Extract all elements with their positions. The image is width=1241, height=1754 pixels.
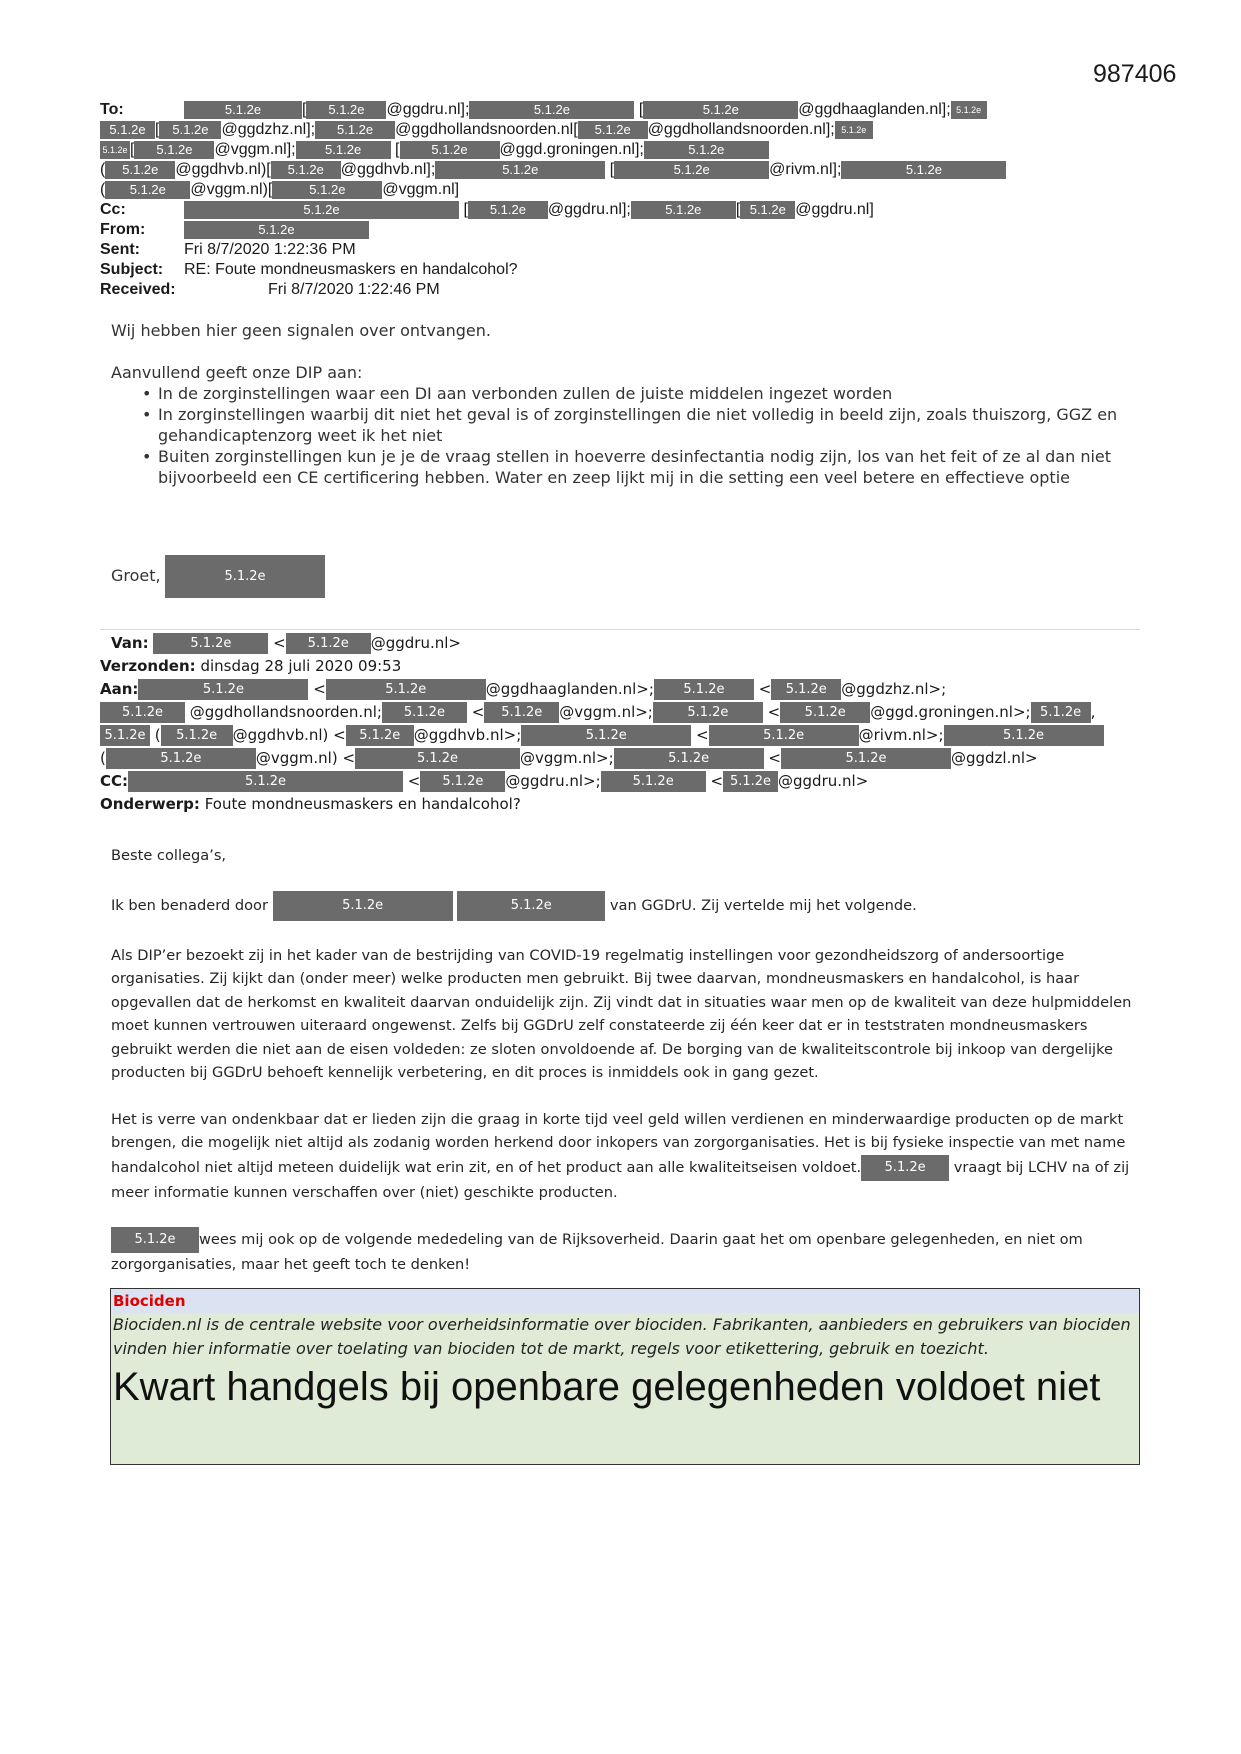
- redaction: 5.1.2e: [111, 1227, 199, 1253]
- van-label: Van:: [111, 634, 149, 652]
- email-domain: @vggm.nl]: [382, 181, 460, 198]
- email-domain: @rivm.nl>;: [858, 726, 944, 744]
- redaction: 5.1.2e: [435, 161, 605, 179]
- email-domain: @ggdhollandsnoorden.nl];: [647, 121, 835, 138]
- email-domain: @ggdhvb.nl): [232, 726, 329, 744]
- redaction: 5.1.2e: [469, 101, 634, 119]
- redaction: 5.1.2e: [100, 141, 130, 159]
- redaction: 5.1.2e: [740, 201, 795, 219]
- list-item: • In de zorginstellingen waar een DI aan verbonden zullen de juiste middelen ingezet worden: [158, 383, 1141, 404]
- email-domain: @ggdru.nl>: [778, 772, 869, 790]
- email-domain: @ggdzl.nl>: [950, 749, 1038, 767]
- document-number: 987406: [1093, 60, 1177, 88]
- redaction: 5.1.2e: [614, 748, 764, 769]
- redaction: 5.1.2e: [346, 725, 414, 746]
- redaction: 5.1.2e: [100, 702, 185, 723]
- to-label: To:: [100, 101, 124, 118]
- salutation: Beste collega’s,: [111, 847, 227, 864]
- verzonden-label: Verzonden:: [100, 657, 196, 675]
- quoted-web-snippet: [110, 1288, 1140, 1465]
- email-domain: @ggdhvb.nl>;: [413, 726, 522, 744]
- divider: [100, 629, 1140, 630]
- snippet-title: Biociden: [111, 1289, 1139, 1313]
- email-domain: @ggdru.nl>;: [505, 772, 601, 790]
- paragraph: Als DIP’er bezoekt zij in het kader van de bestrijding van COVID-19 regelmatig instellingen voor gezondheidszorg of andersoortige organisaties. Zij kijkt dan (onder meer) welke producten men gebruikt. Bij twee daarvan, mondneusmaskers en handalcohol, is haar opgevallen dat de herkomst en kwaliteit daarvan onduidelijk zijn. Zij vindt dat in situaties waar men op de kwaliteit van deze hulpmiddelen moet kunnen vertrouwen uiteraard ongewenst. Zelfs bij GGDrU zelf constateerde zij één keer dat er in teststraten mondneusmaskers gebruikt werden die niet aan de eisen voldeden: ze sloten onvoldoende af. De borging van de kwaliteitscontrole bij inkoop van dergelijke producten bij GGDrU behoeft kennelijk verbetering, en dit proces is inmiddels ook in gang gezet.: [111, 946, 1132, 1081]
- redaction: 5.1.2e: [654, 679, 754, 700]
- email-header-reply: To: 5.1.2e [ 5.1.2e @ggdru.nl]; 5.1.2e [ 5.1.2e @ggdhaaglanden.nl]; 5.1.2e 5.1.2e [ 5.1.2e @ggdzhz.nl]; 5.1.2e @ggdhollandsnoorden.nl[ 5.1.2e @ggdhollandsnoorden.nl]; 5.1.2e 5.1.2e [ 5.1.2e @vggm.nl]; 5.1.2e [ 5.1.2e @ggd.groningen.nl]; 5.1.2e ( 5.1.2e @ggdhvb.nl)[ 5.1.2e @ggdhvb.nl]; 5.1.2e [ 5.1.2e @rivm.nl]; 5.1.2e ( 5.1.2e @vggm.nl)[ 5.1.2e @vggm.nl] Cc: 5.1.2e [ 5.1.2e @ggdru.nl]; 5.1.2e [ 5.1.2e @ggdru.nl] From: 5.1.2e Sent: Fri 8/7/2020 1:22:36 PM Subject: RE: Foute mondneusmaskers en handalcohol? Received: Fri 8/7/2020 1:22:46 PM: [100, 100, 1140, 300]
- redaction: 5.1.2e: [100, 725, 150, 746]
- redaction: 5.1.2e: [601, 771, 706, 792]
- subject-label: Subject:: [100, 261, 164, 278]
- redaction: 5.1.2e: [272, 181, 382, 199]
- email-domain: @ggdzhz.nl];: [221, 121, 316, 138]
- redaction: 5.1.2e: [286, 633, 371, 654]
- email-domain: @ggdzhz.nl>;: [841, 680, 947, 698]
- from-row: [100, 220, 1140, 240]
- redaction: 5.1.2e: [781, 748, 951, 769]
- reply-bullet-list: [111, 383, 1141, 488]
- redaction: 5.1.2e: [643, 101, 798, 119]
- reply-line: Wij hebben hier geen signalen over ontvangen.: [111, 321, 491, 340]
- redaction: 5.1.2e: [420, 771, 505, 792]
- redaction: 5.1.2e: [134, 141, 214, 159]
- subject-value: RE: Foute mondneusmaskers en handalcohol?: [184, 261, 518, 278]
- list-item: • In zorginstellingen waarbij dit niet het geval is of zorginstellingen die niet volledig in beeld zijn, zoals thuiszorg, GGZ en gehandicaptenzorg weet ik het niet: [158, 404, 1141, 446]
- email-domain: @ggdru.nl]: [795, 201, 874, 218]
- redaction: 5.1.2e: [457, 891, 605, 921]
- redaction: 5.1.2e: [951, 101, 987, 119]
- received-row: [100, 280, 1140, 300]
- redaction: 5.1.2e: [315, 121, 395, 139]
- aan-label: Aan:: [100, 680, 139, 698]
- redaction: 5.1.2e: [578, 121, 648, 139]
- redaction: 5.1.2e: [709, 725, 859, 746]
- redaction: 5.1.2e: [1031, 702, 1091, 723]
- sent-row: [100, 240, 1140, 260]
- redaction: 5.1.2e: [161, 725, 233, 746]
- paragraph: 5.1.2e wees mij ook op de volgende mededeling van de Rijksoverheid. Daarin gaat het om openbare gelegenheden, en niet om zorgorganisaties, maar het geeft toch te denken!: [111, 1227, 1141, 1277]
- redaction: 5.1.2e: [153, 633, 268, 654]
- redaction: 5.1.2e: [138, 679, 308, 700]
- snippet-description: Biociden.nl is de centrale website voor overheidsinformatie over biociden. Fabrikanten, aanbieders en gebruikers van biociden vinden hier informatie over toelating van biociden tot de markt, regels voor etikettering, gebruik en toezicht.: [113, 1315, 1131, 1358]
- received-value: Fri 8/7/2020 1:22:46 PM: [268, 281, 440, 298]
- subject-row: [100, 260, 1140, 280]
- email-domain: @ggdhvb.nl];: [340, 161, 436, 178]
- redaction: 5.1.2e: [521, 725, 691, 746]
- redaction: 5.1.2e: [273, 891, 453, 921]
- redaction: 5.1.2e: [723, 771, 778, 792]
- email-domain: @vggm.nl): [255, 749, 338, 767]
- email-domain: @rivm.nl];: [769, 161, 842, 178]
- redaction: 5.1.2e: [184, 221, 369, 239]
- email-domain: @ggdhollandsnoorden.nl;: [189, 703, 382, 721]
- redaction: 5.1.2e: [400, 141, 500, 159]
- redaction: 5.1.2e: [184, 101, 302, 119]
- list-item: • Buiten zorginstellingen kun je je de vraag stellen in hoeverre desinfectantia nodig zijn, los van het feit of ze al dan niet bijvoorbeeld een CE certificering hebben. Water en zeep lijkt mij in die setting een veel betere en effectieve optie: [158, 446, 1141, 488]
- greeting: [111, 555, 341, 598]
- reply-body: [111, 320, 1141, 488]
- redaction: 5.1.2e: [326, 679, 486, 700]
- redaction: 5.1.2e: [631, 201, 736, 219]
- redaction: 5.1.2e: [159, 121, 221, 139]
- redaction: 5.1.2e: [944, 725, 1104, 746]
- redaction: 5.1.2e: [780, 702, 870, 723]
- redaction: 5.1.2e: [271, 161, 341, 179]
- redaction: 5.1.2e: [835, 121, 873, 139]
- redaction: 5.1.2e: [100, 121, 155, 139]
- from-label: From:: [100, 221, 146, 238]
- email-domain: @ggdhaaglanden.nl];: [798, 101, 951, 118]
- email-domain: @vggm.nl)[: [190, 181, 273, 198]
- email-domain: @vggm.nl];: [214, 141, 296, 158]
- redaction: 5.1.2e: [165, 555, 325, 598]
- redaction: 5.1.2e: [841, 161, 1006, 179]
- email-domain: @ggdru.nl>: [370, 634, 461, 652]
- redaction: 5.1.2e: [484, 702, 559, 723]
- sent-value: Fri 8/7/2020 1:22:36 PM: [184, 241, 356, 258]
- cc-label: Cc:: [100, 201, 126, 218]
- onderwerp-value: Foute mondneusmaskers en handalcohol?: [204, 795, 521, 813]
- email-header-original: Van: 5.1.2e < 5.1.2e @ggdru.nl> Verzonden: dinsdag 28 juli 2020 09:53 Aan: 5.1.2e < 5.1.2e @ggdhaaglanden.nl>; 5.1.2e < 5.1.2e @ggdzhz.nl>; 5.1.2e @ggdhollandsnoorden.nl; 5.1.2e < 5.1.2e @vggm.nl>; 5.1.2e < 5.1.2e @ggd.groningen.nl>; 5.1.2e , 5.1.2e ( 5.1.2e @ggdhvb.nl) < 5.1.2e @ggdhvb.nl>; 5.1.2e < 5.1.2e @rivm.nl>; 5.1.2e ( 5.1.2e @vggm.nl) < 5.1.2e @vggm.nl>; 5.1.2e < 5.1.2e @ggdzl.nl> CC: 5.1.2e < 5.1.2e @ggdru.nl>; 5.1.2e < 5.1.2e @ggdru.nl> Onderwerp: Foute mondneusmaskers en handalcohol?: [100, 632, 1145, 816]
- greeting-text: Groet,: [111, 566, 161, 585]
- original-body: [111, 844, 1141, 1300]
- redaction: 5.1.2e: [614, 161, 769, 179]
- onderwerp-label: Onderwerp:: [100, 795, 200, 813]
- redaction: 5.1.2e: [644, 141, 769, 159]
- email-domain: @ggdhvb.nl)[: [175, 161, 271, 178]
- cc-row: Cc: 5.1.2e [ 5.1.2e @ggdru.nl]; 5.1.2e [ 5.1.2e @ggdru.nl]: [100, 201, 874, 218]
- redaction: 5.1.2e: [861, 1155, 949, 1181]
- redaction: 5.1.2e: [128, 771, 403, 792]
- sent-label: Sent:: [100, 241, 140, 258]
- email-domain: @ggd.groningen.nl>;: [870, 703, 1031, 721]
- email-domain: @ggd.groningen.nl];: [499, 141, 644, 158]
- paragraph: Ik ben benaderd door 5.1.2e 5.1.2e van GGDrU. Zij vertelde mij het volgende.: [111, 891, 1141, 921]
- email-domain: @vggm.nl>;: [559, 703, 653, 721]
- redaction: 5.1.2e: [468, 201, 548, 219]
- snippet-headline: Kwart handgels bij openbare gelegenheden voldoet niet: [113, 1365, 1101, 1409]
- redaction: 5.1.2e: [105, 181, 190, 199]
- email-domain: @ggdru.nl];: [386, 101, 470, 118]
- redaction: 5.1.2e: [771, 679, 841, 700]
- verzonden-value: dinsdag 28 juli 2020 09:53: [200, 657, 402, 675]
- to-row: To: 5.1.2e [ 5.1.2e @ggdru.nl]; 5.1.2e [ 5.1.2e @ggdhaaglanden.nl]; 5.1.2e: [100, 100, 1140, 120]
- paragraph: Het is verre van ondenkbaar dat er lieden zijn die graag in korte tijd veel geld willen verdienen en minderwaardige producten op de markt brengen, die mogelijk niet altijd als zodanig worden herkend door inkopers van zorgorganisaties. Het is bij fysieke inspectie van met name handalcohol niet altijd meteen duidelijk wat erin zit, en of het product aan alle kwaliteitseisen voldoet. 5.1.2e vraagt bij LCHV na of zij meer informatie kunnen verschaffen over (niet) geschikte producten.: [111, 1110, 1130, 1201]
- reply-intro: Aanvullend geeft onze DIP aan:: [111, 363, 363, 382]
- redaction: 5.1.2e: [382, 702, 467, 723]
- email-domain: @vggm.nl>;: [520, 749, 614, 767]
- email-domain: @ggdhollandsnoorden.nl[: [395, 121, 578, 138]
- redaction: 5.1.2e: [306, 101, 386, 119]
- redaction: 5.1.2e: [653, 702, 763, 723]
- cc-label: CC:: [100, 772, 129, 790]
- email-domain: @ggdru.nl];: [547, 201, 631, 218]
- redaction: 5.1.2e: [184, 201, 459, 219]
- email-domain: @ggdhaaglanden.nl>;: [485, 680, 654, 698]
- redaction: 5.1.2e: [296, 141, 391, 159]
- redaction: 5.1.2e: [355, 748, 520, 769]
- redaction: 5.1.2e: [106, 748, 256, 769]
- received-label: Received:: [100, 281, 176, 298]
- redaction: 5.1.2e: [105, 161, 175, 179]
